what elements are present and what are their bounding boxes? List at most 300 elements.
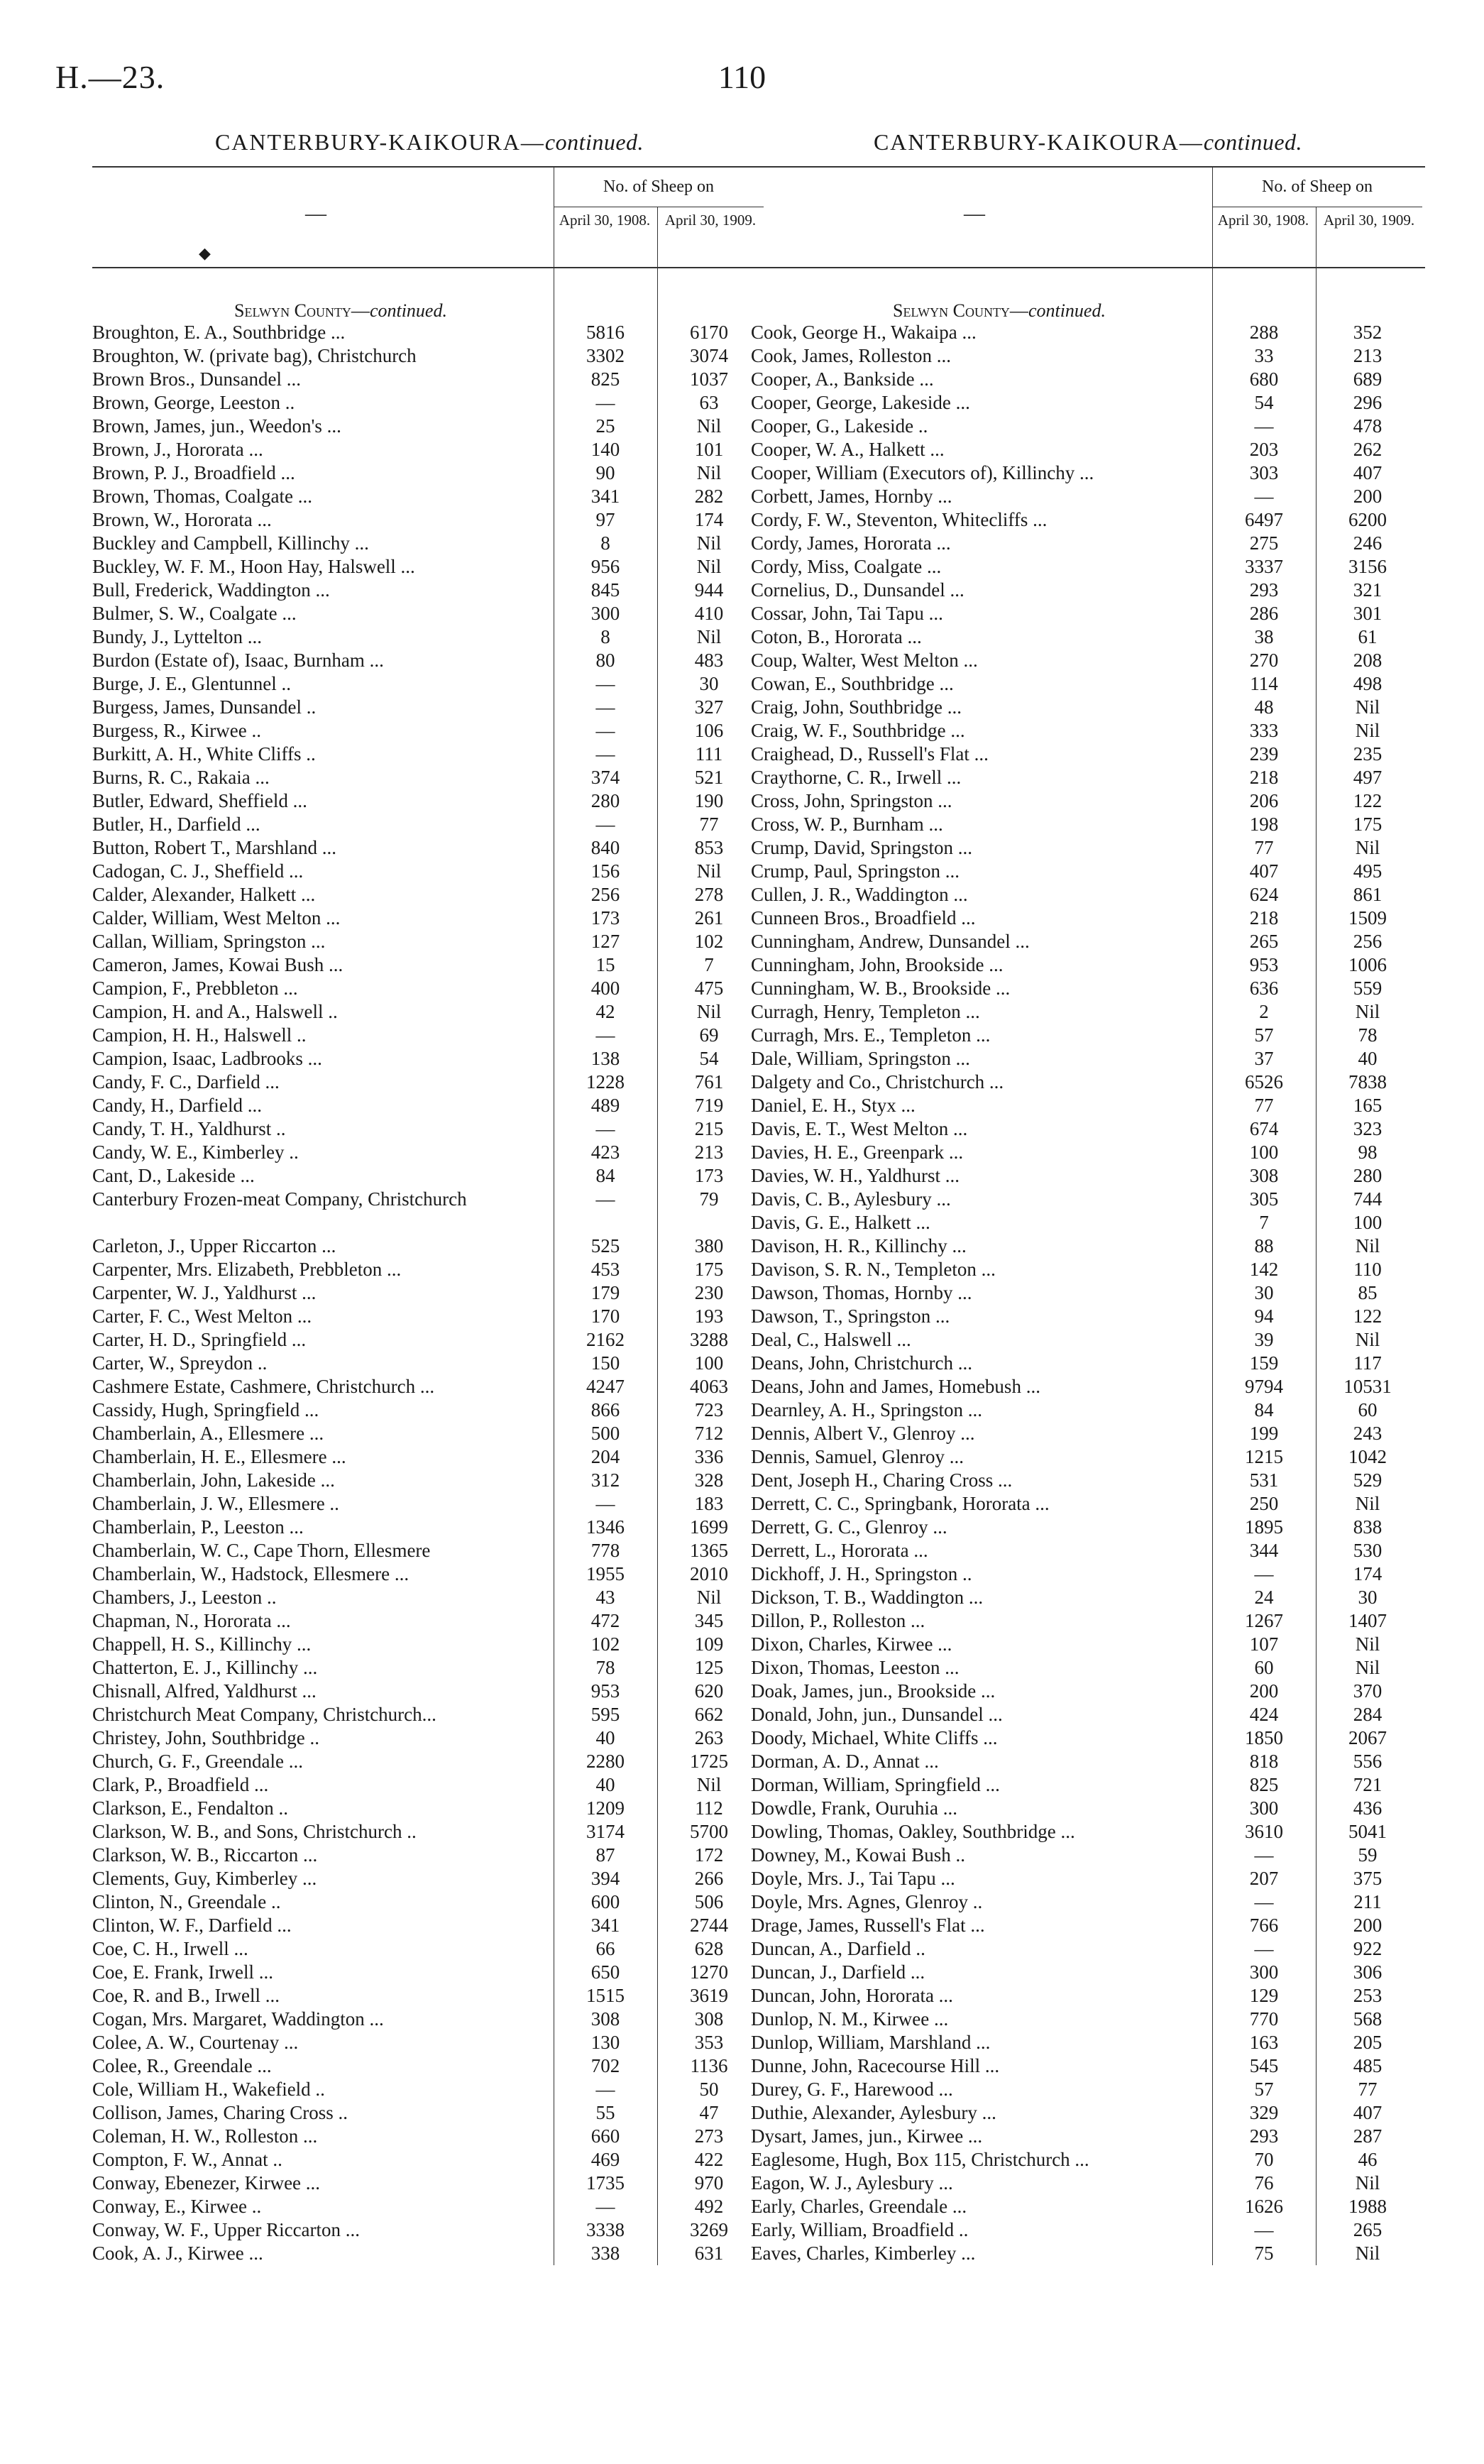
owner-name: Doak, James, jun., Brookside ... [751, 1680, 996, 1702]
owner-name: Deans, John, Christchurch ... [751, 1352, 972, 1374]
sheep-1909: 353 [694, 2032, 724, 2053]
table-row [751, 696, 1425, 719]
sheep-1908: — [595, 814, 615, 835]
table-row [751, 579, 1425, 602]
sheep-1908: 76 [1254, 2172, 1274, 2194]
sheep-1908: 265 [1249, 931, 1279, 952]
owner-name: Clements, Guy, Kimberley ... [92, 1868, 317, 1889]
sheep-1908: 33 [1254, 345, 1274, 366]
sheep-1909: 498 [1353, 673, 1383, 694]
owner-name: Dorman, William, Springfield ... [751, 1774, 1000, 1795]
table-row [92, 2172, 766, 2195]
sheep-1909: 301 [1353, 603, 1383, 624]
sheep-1909: 77 [699, 814, 719, 835]
table-row [92, 555, 766, 579]
owner-name: Carpenter, Mrs. Elizabeth, Prebbleton ... [92, 1259, 402, 1280]
sheep-1909: 308 [694, 2008, 724, 2030]
year-1908-header: April 30, 1908. [1217, 212, 1309, 229]
sheep-1909: 47 [699, 2102, 719, 2123]
owner-name: Brown, J., Hororata ... [92, 439, 263, 460]
column-title-suffix: continued. [1203, 129, 1303, 155]
sheep-1908: 5816 [586, 322, 625, 343]
sheep-1909: 631 [694, 2243, 724, 2264]
table-row [751, 860, 1425, 883]
owner-name: Butler, H., Darfield ... [92, 814, 260, 835]
owner-name: Burgess, R., Kirwee .. [92, 720, 261, 741]
sheep-1909: 1006 [1348, 954, 1387, 975]
owner-name: Carter, F. C., West Melton ... [92, 1305, 312, 1327]
table-row [92, 1797, 766, 1820]
sheep-1909: Nil [1355, 1235, 1380, 1256]
sheep-1908: 333 [1249, 720, 1279, 741]
table-row [92, 438, 766, 461]
owner-name: Doyle, Mrs. J., Tai Tapu ... [751, 1868, 955, 1889]
table-row [92, 1773, 766, 1797]
owner-name: Butler, Edward, Sheffield ... [92, 790, 307, 811]
table-row [92, 368, 766, 391]
table-row [751, 1656, 1425, 1680]
sheep-1908: 48 [1254, 696, 1274, 718]
sheep-1908: 159 [1249, 1352, 1279, 1374]
owner-name: Davison, S. R. N., Templeton ... [751, 1259, 996, 1280]
sheep-1909: 122 [1353, 790, 1383, 811]
table-row [92, 391, 766, 415]
sheep-1908: — [1254, 1563, 1274, 1584]
table-row [751, 1726, 1425, 1750]
sheep-1909: 78 [1358, 1024, 1378, 1046]
sheep-1909: 485 [1353, 2055, 1383, 2076]
sheep-1908: 489 [590, 1095, 620, 1116]
sheep-1908: 94 [1254, 1305, 1274, 1327]
owner-name: Christchurch Meat Company, Christchurch... [92, 1704, 436, 1725]
owner-name: Cooper, W. A., Halkett ... [751, 439, 945, 460]
sheep-1909: 345 [694, 1610, 724, 1631]
sheep-1908: 469 [590, 2149, 620, 2170]
sheep-1909: 407 [1353, 462, 1383, 483]
sheep-1909: Nil [696, 415, 722, 437]
table-row [751, 1844, 1425, 1867]
owner-name: Doody, Michael, White Cliffs ... [751, 1727, 998, 1748]
sheep-1908: 472 [590, 1610, 620, 1631]
sheep-1908: — [1254, 2219, 1274, 2240]
sheep-1908: 293 [1249, 2125, 1279, 2147]
sheep-1909: 1725 [690, 1751, 728, 1772]
table-row [92, 1516, 766, 1539]
owner-name: Crump, David, Springston ... [751, 837, 973, 858]
sheep-1909: 246 [1353, 532, 1383, 554]
sheep-1908: 525 [590, 1235, 620, 1256]
sheep-1909: 79 [699, 1188, 719, 1210]
owner-name: Chamberlain, W., Hadstock, Ellesmere ... [92, 1563, 410, 1584]
owner-name: Deans, John and James, Homebush ... [751, 1376, 1040, 1397]
table-row [751, 1750, 1425, 1773]
table-row [92, 1094, 766, 1117]
sheep-1908: 270 [1249, 650, 1279, 671]
sheep-1909: 205 [1353, 2032, 1383, 2053]
sheep-1908: 6497 [1245, 509, 1283, 530]
sheep-1909: 7838 [1348, 1071, 1387, 1093]
owner-name: Cooper, William (Executors of), Killinchy ... [751, 462, 1094, 483]
table-row [751, 368, 1425, 391]
owner-name: Clinton, W. F., Darfield ... [92, 1915, 292, 1936]
sheep-1908: — [595, 720, 615, 741]
sheep-1908: 953 [590, 1680, 620, 1702]
owner-name: Chamberlain, W. C., Cape Thorn, Ellesmere [92, 1540, 431, 1561]
sheep-1908: 1735 [586, 2172, 625, 2194]
sheep-1909: 620 [694, 1680, 724, 1702]
sheep-1908: 303 [1249, 462, 1279, 483]
owner-name: Conway, E., Kirwee .. [92, 2196, 262, 2217]
sheep-1909: 211 [1353, 1891, 1382, 1912]
owner-name: Bulmer, S. W., Coalgate ... [92, 603, 297, 624]
table-row [751, 1961, 1425, 1984]
owner-name: Coton, B., Hororata ... [751, 626, 922, 647]
sheep-1909: 407 [1353, 2102, 1383, 2123]
sheep-1908: 1955 [586, 1563, 625, 1584]
owner-name: Cant, D., Lakeside ... [92, 1165, 255, 1186]
sheep-1908: — [595, 392, 615, 413]
sheep-1909: 30 [1358, 1587, 1378, 1608]
owner-name: Cordy, James, Hororata ... [751, 532, 951, 554]
table-row [751, 532, 1425, 555]
sheep-1908: 300 [1249, 1797, 1279, 1819]
sheep-1908: 127 [590, 931, 620, 952]
sheep-1908: 845 [590, 579, 620, 601]
sheep-1909: 102 [694, 931, 724, 952]
sheep-1908: 3337 [1245, 556, 1283, 577]
owner-name: Curragh, Henry, Templeton ... [751, 1001, 980, 1022]
column-title [751, 129, 1425, 166]
owner-name: Dickhoff, J. H., Springston .. [751, 1563, 972, 1584]
owner-name: Eagon, W. J., Aylesbury ... [751, 2172, 953, 2194]
sheep-1909: 262 [1353, 439, 1383, 460]
sheep-1909: 3619 [690, 1985, 728, 2006]
table-row [92, 1656, 766, 1680]
table-row [92, 1586, 766, 1609]
owner-name: Cornelius, D., Dunsandel ... [751, 579, 964, 601]
table-row [751, 1680, 1425, 1703]
table-row [751, 1071, 1425, 1094]
header-dash: — [964, 202, 985, 225]
table-row [92, 602, 766, 625]
sheep-1909: 328 [694, 1469, 724, 1491]
sheep-1909: 3156 [1348, 556, 1387, 577]
sheep-1908: 400 [590, 978, 620, 999]
sheep-1909: 1037 [690, 368, 728, 390]
table-row [751, 672, 1425, 696]
sheep-1908: 77 [1254, 1095, 1274, 1116]
owner-name: Drage, James, Russell's Flat ... [751, 1915, 985, 1936]
sheep-1908: 206 [1249, 790, 1279, 811]
sheep-1908: 25 [595, 415, 615, 437]
table-row [92, 2008, 766, 2031]
sheep-1908: — [595, 696, 615, 718]
owner-name: Campion, Isaac, Ladbrooks ... [92, 1048, 322, 1069]
sheep-1909: Nil [1355, 1001, 1380, 1022]
owner-name: Calder, William, West Melton ... [92, 907, 341, 929]
table-row [751, 2101, 1425, 2125]
sheep-1909: 213 [694, 1141, 724, 1163]
owner-name: Donald, John, jun., Dunsandel ... [751, 1704, 1003, 1725]
sheep-1908: 78 [595, 1657, 615, 1678]
sheep-1908: 66 [595, 1938, 615, 1959]
sheep-1908: 129 [1249, 1985, 1279, 2006]
owner-name: Cook, A. J., Kirwee ... [92, 2243, 263, 2264]
owner-name: Cooper, George, Lakeside ... [751, 392, 970, 413]
year-1909-header: April 30, 1909. [664, 212, 757, 229]
sheep-1909: Nil [1355, 2243, 1380, 2264]
owner-name: Callan, William, Springston ... [92, 931, 326, 952]
table-row [751, 1188, 1425, 1211]
sheep-1909: 190 [694, 790, 724, 811]
table-row [92, 2054, 766, 2078]
table-row [92, 1375, 766, 1398]
owner-name: Dillon, P., Rolleston ... [751, 1610, 925, 1631]
document-code: H.—23. [55, 59, 165, 95]
sheep-1908: 312 [590, 1469, 620, 1491]
sheep-1908: 256 [590, 884, 620, 905]
owner-name: Cooper, A., Bankside ... [751, 368, 934, 390]
table-row [751, 1867, 1425, 1890]
owner-name: Candy, F. C., Darfield ... [92, 1071, 280, 1093]
sheep-1909: 253 [1353, 1985, 1383, 2006]
table-row [92, 1820, 766, 1844]
owner-name: Calder, Alexander, Halkett ... [92, 884, 316, 905]
table-row [751, 485, 1425, 508]
owner-name: Cunningham, W. B., Brookside ... [751, 978, 1011, 999]
sheep-1908: 338 [590, 2243, 620, 2264]
sheep-1909: 478 [1353, 415, 1383, 437]
sheep-1909: 106 [694, 720, 724, 741]
county-heading-suffix: continued. [1028, 300, 1106, 321]
sheep-1908: 1626 [1245, 2196, 1283, 2217]
owner-name: Cooper, G., Lakeside .. [751, 415, 928, 437]
owner-name: Doyle, Mrs. Agnes, Glenroy .. [751, 1891, 983, 1912]
sheep-1909: 215 [694, 1118, 724, 1139]
sheep-1908: 70 [1254, 2149, 1274, 2170]
sheep-1909: 165 [1353, 1095, 1383, 1116]
table-row [751, 461, 1425, 485]
sheep-1909: 263 [694, 1727, 724, 1748]
sheep-1909: 556 [1353, 1751, 1383, 1772]
sheep-1908: 163 [1249, 2032, 1279, 2053]
owner-name: Chamberlain, J. W., Ellesmere .. [92, 1493, 339, 1514]
page-number: 110 [718, 59, 766, 95]
sheep-1908: 42 [595, 1001, 615, 1022]
sheep-1909: 230 [694, 1282, 724, 1303]
sheep-1909: 568 [1353, 2008, 1383, 2030]
sheep-1909: Nil [1355, 1493, 1380, 1514]
owner-name: Derrett, G. C., Glenroy ... [751, 1516, 947, 1538]
table-body [751, 268, 1425, 2265]
table-row [751, 1375, 1425, 1398]
sheep-1909: 723 [694, 1399, 724, 1420]
table-row [751, 1492, 1425, 1516]
owner-name: Davies, W. H., Yaldhurst ... [751, 1165, 960, 1186]
owner-name: Craighead, D., Russell's Flat ... [751, 743, 989, 765]
table-row [751, 2078, 1425, 2101]
sheep-1908: 3610 [1245, 1821, 1283, 1842]
sheep-1908: 218 [1249, 907, 1279, 929]
table-row [751, 1352, 1425, 1375]
column-title-main: CANTERBURY-KAIKOURA— [873, 129, 1204, 155]
sheep-1909: 60 [1358, 1399, 1378, 1420]
table-row [751, 344, 1425, 368]
owner-name: Canterbury Frozen-meat Company, Christchurch [92, 1188, 467, 1210]
table-row [92, 1562, 766, 1586]
sheep-1909: 256 [1353, 931, 1383, 952]
sheep-1908: 866 [590, 1399, 620, 1420]
table-row [751, 2125, 1425, 2148]
sheep-1908: 341 [590, 486, 620, 507]
sheep-1909: 100 [1353, 1212, 1383, 1233]
owner-name: Davison, H. R., Killinchy ... [751, 1235, 967, 1256]
owner-name: Cunningham, Andrew, Dunsandel ... [751, 931, 1030, 952]
table-row [92, 1141, 766, 1164]
owner-name: Chambers, J., Leeston .. [92, 1587, 277, 1608]
owner-name: Dearnley, A. H., Springston ... [751, 1399, 982, 1420]
sheep-1908: 956 [590, 556, 620, 577]
table-row [92, 1047, 766, 1071]
table-row [751, 438, 1425, 461]
sheep-1908: 600 [590, 1891, 620, 1912]
owner-name: Dawson, Thomas, Hornby ... [751, 1282, 972, 1303]
sheep-1908: 825 [1249, 1774, 1279, 1795]
table-row [751, 1047, 1425, 1071]
sheep-1909: 506 [694, 1891, 724, 1912]
sheep-1909: 172 [694, 1844, 724, 1866]
sheep-1908: 198 [1249, 814, 1279, 835]
table-row [92, 1422, 766, 1445]
sheep-1908: 200 [1249, 1680, 1279, 1702]
owner-name: Burns, R. C., Rakaia ... [92, 767, 270, 788]
sheep-1908: 6526 [1245, 1071, 1283, 1093]
table-row [751, 883, 1425, 907]
table-row [92, 1984, 766, 2008]
owner-name: Brown, W., Hororata ... [92, 509, 272, 530]
table-row [751, 1281, 1425, 1305]
header-mark: ◆ [199, 244, 211, 262]
sheep-1909: 1699 [690, 1516, 728, 1538]
table-row [751, 1937, 1425, 1961]
owner-name: Eaves, Charles, Kimberley ... [751, 2243, 976, 2264]
sheep-1908: 394 [590, 1868, 620, 1889]
table-row [751, 953, 1425, 977]
table-row [92, 1352, 766, 1375]
table-row [751, 2172, 1425, 2195]
table-row [92, 1844, 766, 1867]
sheep-1909: Nil [696, 1587, 722, 1608]
owner-name: Dixon, Thomas, Leeston ... [751, 1657, 960, 1678]
sheep-1908: 203 [1249, 439, 1279, 460]
owner-name: Cashmere Estate, Cashmere, Christchurch ... [92, 1376, 435, 1397]
table-row [751, 1398, 1425, 1422]
sheep-1908: 173 [590, 907, 620, 929]
sheep-1909: 54 [699, 1048, 719, 1069]
sheep-1908: — [595, 2079, 615, 2100]
table-row [92, 461, 766, 485]
table-row [751, 813, 1425, 836]
owner-name: Dunlop, N. M., Kirwee ... [751, 2008, 949, 2030]
owner-name: Clarkson, W. B., and Sons, Christchurch .. [92, 1821, 417, 1842]
table-row [92, 1961, 766, 1984]
table-row [92, 485, 766, 508]
sheep-1909: 744 [1353, 1188, 1383, 1210]
owner-name: Davis, C. B., Aylesbury ... [751, 1188, 951, 1210]
sheep-1909: Nil [1355, 720, 1380, 741]
owner-name: Chatterton, E. J., Killinchy ... [92, 1657, 318, 1678]
owner-name: Dennis, Samuel, Glenroy ... [751, 1446, 964, 1467]
owner-name: Dunne, John, Racecourse Hill ... [751, 2055, 1000, 2076]
sheep-1909: 200 [1353, 486, 1383, 507]
table-row [92, 2218, 766, 2242]
sheep-1909: 1270 [690, 1961, 728, 1983]
sheep-1909: 380 [694, 1235, 724, 1256]
table-row [751, 1445, 1425, 1469]
table-row [92, 1750, 766, 1773]
sheep-1909: 284 [1353, 1704, 1383, 1725]
sheep-1908: 300 [590, 603, 620, 624]
owner-name: Church, G. F., Greendale ... [92, 1751, 304, 1772]
owner-name: Collison, James, Charing Cross .. [92, 2102, 348, 2123]
table-row [751, 1820, 1425, 1844]
sheep-count-header: No. of Sheep on [1212, 168, 1422, 207]
owner-name: Davis, E. T., West Melton ... [751, 1118, 968, 1139]
table-row [751, 2008, 1425, 2031]
sheep-1908: 7 [1259, 1212, 1269, 1233]
owner-name: Cowan, E., Southbridge ... [751, 673, 954, 694]
sheep-1908: 170 [590, 1305, 620, 1327]
sheep-1909: 483 [694, 650, 724, 671]
owner-name: Candy, W. E., Kimberley .. [92, 1141, 299, 1163]
sheep-1908: 40 [595, 1774, 615, 1795]
sheep-1908: — [595, 673, 615, 694]
table-row [751, 1164, 1425, 1188]
sheep-1909: 100 [694, 1352, 724, 1374]
sheep-1908: — [595, 1493, 615, 1514]
sheep-1908: 40 [595, 1727, 615, 1748]
sheep-1909: Nil [696, 626, 722, 647]
county-heading [92, 301, 766, 321]
sheep-1909: 122 [1353, 1305, 1383, 1327]
owner-name: Brown, James, jun., Weedon's ... [92, 415, 341, 437]
sheep-1908: 88 [1254, 1235, 1274, 1256]
sheep-1908: 140 [590, 439, 620, 460]
sheep-1908: 2280 [586, 1751, 625, 1772]
table-row [751, 1211, 1425, 1234]
county-heading [751, 301, 1425, 321]
sheep-1909: 173 [694, 1165, 724, 1186]
sheep-1908: 636 [1249, 978, 1279, 999]
sheep-1908: 500 [590, 1423, 620, 1444]
owner-name: Burkitt, A. H., White Cliffs .. [92, 743, 316, 765]
table-row [92, 1703, 766, 1726]
sheep-1909: Nil [696, 462, 722, 483]
sheep-1908: 1228 [586, 1071, 625, 1093]
sheep-1909: 2744 [690, 1915, 728, 1936]
sheep-1909: Nil [1355, 1633, 1380, 1655]
sheep-1909: 174 [1353, 1563, 1383, 1584]
table-row [92, 649, 766, 672]
sheep-1909: Nil [1355, 1329, 1380, 1350]
owner-name: Deal, C., Halswell ... [751, 1329, 911, 1350]
sheep-1908: 374 [590, 767, 620, 788]
sheep-1908: 8 [600, 626, 610, 647]
sheep-1908: 30 [1254, 1282, 1274, 1303]
sheep-1909: 111 [695, 743, 723, 765]
owner-name: Burdon (Estate of), Isaac, Burnham ... [92, 650, 384, 671]
sheep-1909: 3074 [690, 345, 728, 366]
